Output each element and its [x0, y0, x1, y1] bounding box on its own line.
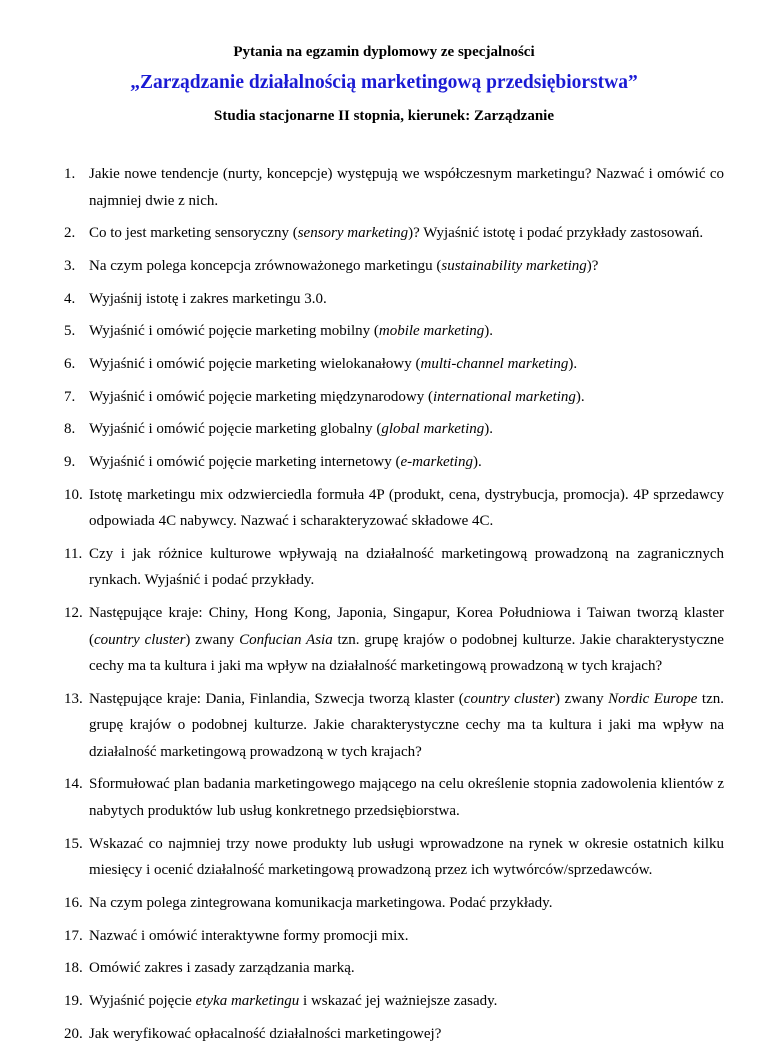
question-text-segment: Wyjaśnić i omówić pojęcie marketing międzynarodowy (	[89, 388, 433, 405]
question-text-segment: )? Wyjaśnić istotę i podać przykłady zastosowań.	[408, 225, 704, 242]
question-text-segment: Omówić zakres i zasady zarządzania marką.	[89, 960, 355, 977]
question-number: 15.	[64, 835, 83, 852]
question-text-segment: tzn. grupę krajów o podobnej kulturze. Jakie charakterystyczne cechy ma ta kultura i jaki ma wpływ na działalność marketingową prowadzoną w tych krajach?	[89, 690, 724, 760]
question-text	[89, 389, 585, 405]
question-text-segment: ) zwany	[185, 631, 240, 648]
question-text-segment: Wyjaśnić i omówić pojęcie marketing wielokanałowy (	[89, 355, 421, 372]
question-text	[89, 291, 327, 307]
question-term-italic: global marketing	[381, 421, 485, 438]
question-item	[64, 351, 724, 378]
question-text-segment: )?	[586, 257, 599, 274]
question-number: 19.	[64, 992, 83, 1009]
question-number: 6.	[64, 355, 76, 372]
question-text-segment: ).	[575, 388, 585, 405]
question-item	[64, 686, 724, 766]
question-item	[64, 449, 724, 476]
question-term-italic: Nordic Europe	[608, 690, 698, 707]
question-text-segment: Wyjaśnij istotę i zakres marketingu 3.0.	[89, 290, 327, 307]
question-number: 11.	[64, 545, 83, 562]
question-text	[89, 605, 724, 674]
question-term-italic: country cluster	[94, 631, 186, 648]
question-text	[89, 836, 724, 879]
questions-list	[64, 161, 724, 1053]
question-number: 1.	[64, 166, 76, 182]
question-item	[64, 286, 724, 313]
question-text-segment: Jak weryfikować opłacalność działalności marketingowej?	[89, 1025, 442, 1042]
question-text-segment: Wyjaśnić i omówić pojęcie marketing mobilny (	[89, 323, 379, 340]
question-text-segment: Na czym polega koncepcja zrównoważonego marketingu (	[89, 257, 442, 274]
question-item	[64, 988, 724, 1015]
question-term-italic: mobile marketing	[378, 323, 485, 340]
question-number: 16.	[64, 894, 83, 911]
question-text-segment: Wyjaśnić i omówić pojęcie marketing globalny (	[89, 421, 382, 438]
question-term-italic: etyka marketingu	[195, 992, 300, 1009]
question-text-segment: Istotę marketingu mix odzwierciedla formuła 4P (produkt, cena, dystrybucja, promocja). 4P sprzedawcy odpowiada 4C nabywcy. Nazwać i scharakteryzować składowe 4C.	[89, 486, 724, 530]
question-text	[89, 166, 724, 209]
question-item	[64, 416, 724, 443]
question-item	[64, 318, 724, 345]
question-text	[89, 928, 409, 944]
question-number: 2.	[64, 225, 76, 242]
question-text-segment: Wyjaśnić i omówić pojęcie marketing internetowy (	[89, 454, 401, 470]
question-item	[64, 1021, 724, 1048]
question-text-segment: Czy i jak różnice kulturowe wpływają na działalność marketingową prowadzoną na zagranicznych rynkach. Wyjaśnić i podać przykłady.	[89, 545, 724, 589]
question-text-segment: ) zwany	[554, 690, 609, 707]
question-text	[89, 1026, 441, 1042]
question-text-segment: ).	[484, 421, 494, 438]
study-program-subtitle: Studia stacjonarne II stopnia, kierunek: Zarządzanie	[213, 108, 555, 124]
question-text-segment: Jakie nowe tendencje (nurty, koncepcje) występują we współczesnym marketingu? Nazwać i omówić co najmniej dwie z nich.	[89, 166, 724, 209]
question-text-segment: ).	[484, 323, 494, 340]
question-item	[64, 831, 724, 884]
question-item	[64, 253, 724, 280]
question-item	[64, 955, 724, 982]
question-item	[64, 600, 724, 680]
question-item	[64, 923, 724, 950]
question-item	[64, 220, 724, 247]
question-number: 12.	[64, 605, 83, 622]
exam-heading: Pytania na egzamin dyplomowy ze specjalności	[233, 44, 535, 60]
question-text-segment: ).	[568, 355, 578, 372]
question-text	[89, 960, 355, 976]
specialization-title: „Zarządzanie działalnością marketingową przedsiębiorstwa”	[130, 72, 638, 93]
question-text-segment: Co to jest marketing sensoryczny (	[89, 225, 298, 242]
question-number: 3.	[64, 257, 76, 274]
question-text	[89, 225, 703, 241]
question-text-segment: Następujące kraje: Chiny, Hong Kong, Japonia, Singapur, Korea Południowa i Taiwan tworzą klaster (	[89, 605, 724, 648]
question-text	[89, 691, 724, 760]
question-text-segment: Następujące kraje: Dania, Finlandia, Szwecja tworzą klaster (	[89, 690, 464, 707]
question-item	[64, 384, 724, 411]
question-term-italic: country cluster	[463, 690, 555, 707]
question-text-segment: Sformułować plan badania marketingowego mającego na celu określenie stopnia zadowolenia klientów z nabytych produktów lub usług konkretnego przedsiębiorstwa.	[89, 776, 724, 819]
question-term-italic: Confucian Asia	[239, 631, 333, 648]
question-text	[89, 895, 552, 911]
question-term-italic: international marketing	[433, 388, 576, 405]
question-text-segment: i wskazać jej ważniejsze zasady.	[299, 992, 498, 1009]
question-text	[89, 323, 493, 339]
question-text	[89, 258, 598, 274]
question-text-segment: Na czym polega zintegrowana komunikacja marketingowa. Podać przykłady.	[89, 894, 553, 911]
question-term-italic: e-marketing	[400, 454, 473, 470]
question-term-italic: sustainability marketing	[441, 257, 587, 274]
question-number: 9.	[64, 454, 76, 470]
question-text-segment: Wskazać co najmniej trzy nowe produkty lub usługi wprowadzone na rynek w okresie ostatnich kilku miesięcy i ocenić działalność marketingową prowadzoną przez ich wytwórców/sprzedawców.	[89, 835, 724, 879]
question-number: 5.	[64, 323, 76, 340]
question-term-italic: multi-channel marketing	[420, 355, 569, 372]
question-text	[89, 421, 493, 437]
question-number: 18.	[64, 960, 83, 977]
question-text-segment: Wyjaśnić pojęcie	[89, 992, 196, 1009]
question-item	[64, 541, 724, 594]
question-text	[89, 776, 724, 819]
question-text	[89, 487, 724, 530]
question-item	[64, 161, 724, 214]
question-text	[89, 356, 577, 372]
question-number: 17.	[64, 927, 83, 944]
question-item	[64, 482, 724, 535]
question-item	[64, 771, 724, 824]
question-number: 13.	[64, 690, 83, 707]
question-number: 7.	[64, 388, 76, 405]
question-number: 14.	[64, 776, 83, 793]
question-number: 20.	[64, 1025, 83, 1042]
question-text	[89, 454, 482, 470]
question-term-italic: sensory marketing	[297, 225, 409, 242]
question-text	[89, 546, 724, 589]
question-text-segment: Nazwać i omówić interaktywne formy promocji mix.	[89, 927, 409, 944]
question-number: 10.	[64, 486, 83, 503]
question-text-segment: tzn. grupę krajów o podobnej kulturze. Jakie charakterystyczne cechy ma ta kultura i jaki ma wpływ na działalność marketingową prowadzoną w tych krajach?	[89, 631, 724, 675]
question-text-segment: ).	[472, 454, 482, 470]
question-number: 4.	[64, 290, 76, 307]
question-number: 8.	[64, 421, 76, 438]
question-item	[64, 890, 724, 917]
question-text	[89, 993, 497, 1009]
